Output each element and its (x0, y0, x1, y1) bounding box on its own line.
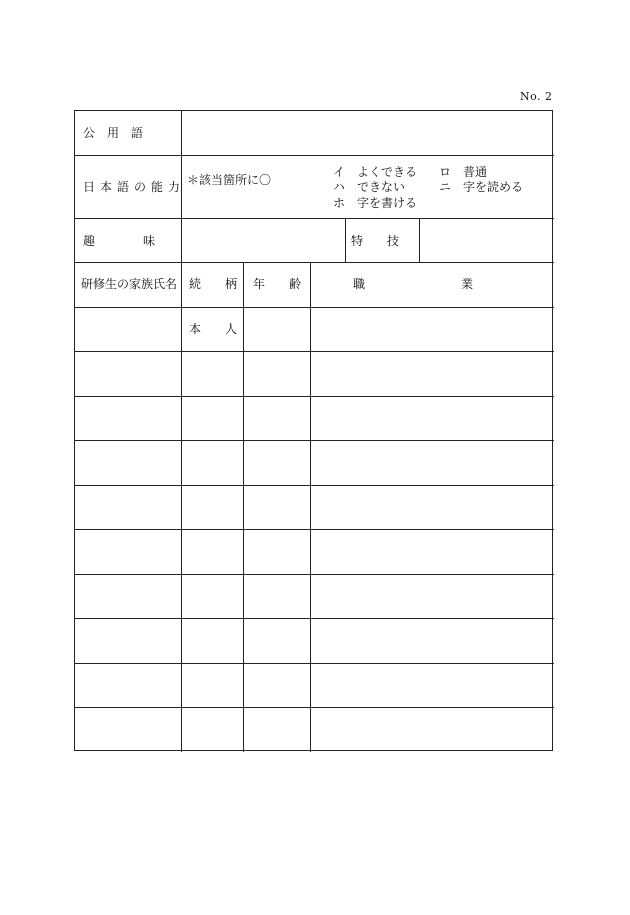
row-divider (75, 707, 554, 708)
ability-option-ha: ハ できない (333, 180, 406, 194)
column-divider (419, 218, 420, 262)
ability-option-ro: ロ 普通 (439, 165, 488, 179)
page-number: No. 2 (520, 90, 553, 103)
column-divider (181, 111, 182, 752)
row-divider (75, 618, 554, 619)
official-language-label (83, 126, 173, 140)
trainee-form-table (74, 110, 553, 751)
occupation-header: 職 業 (353, 277, 474, 291)
row-divider (75, 396, 554, 397)
row-divider (75, 663, 554, 664)
ability-option-i: イ よくできる (333, 165, 418, 179)
row-divider (75, 218, 554, 219)
row-divider (75, 351, 554, 352)
official-language-label-text: 公 用 語 (83, 126, 144, 140)
column-divider (310, 262, 311, 752)
row-divider (75, 485, 554, 486)
special-skill-label: 特 技 (351, 234, 400, 248)
relation-header: 続 柄 (189, 277, 238, 291)
family-name-header: 研修生の家族氏名 (81, 277, 178, 291)
column-divider (345, 218, 346, 262)
row-divider (75, 440, 554, 441)
row-divider (75, 529, 554, 530)
japanese-ability-instruction: ＊該当箇所に〇 (187, 173, 272, 187)
row-divider (75, 307, 554, 308)
ability-option-ni: ニ 字を読める (439, 180, 524, 194)
row-divider (75, 574, 554, 575)
row-divider (75, 262, 554, 263)
relation-self-cell: 本 人 (189, 322, 238, 336)
row-divider (75, 155, 554, 156)
age-header: 年 齢 (253, 277, 302, 291)
hobby-label: 趣 味 (83, 234, 156, 248)
japanese-ability-label: 日本語の能力 (83, 180, 186, 194)
ability-option-ho: ホ 字を書ける (333, 196, 418, 210)
column-divider (243, 262, 244, 752)
